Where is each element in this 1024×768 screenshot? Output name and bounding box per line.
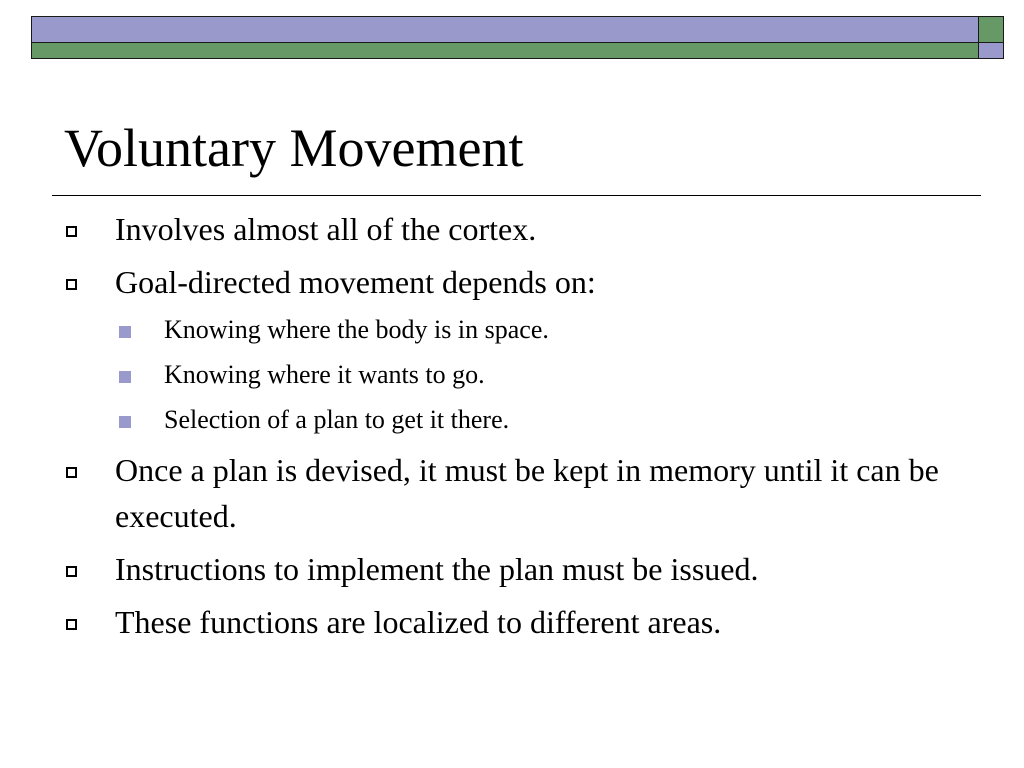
bullet-item	[0, 259, 1024, 305]
hollow-square-bullet-icon	[66, 566, 77, 577]
bullet-text: Involves almost all of the cortex.	[115, 211, 537, 247]
hollow-square-bullet-icon	[66, 226, 77, 237]
bullet-text: Instructions to implement the plan must be issued.	[115, 551, 759, 587]
slide-title: Voluntary Movement	[64, 118, 524, 178]
sub-bullet-item	[0, 312, 1024, 348]
sub-bullet-item	[0, 402, 1024, 438]
sub-bullet-text: Selection of a plan to get it there.	[164, 405, 510, 434]
bullet-list	[0, 206, 1024, 652]
hollow-square-bullet-icon	[66, 279, 77, 290]
filled-square-bullet-icon	[119, 371, 131, 383]
bullet-item	[0, 599, 1024, 645]
header-square-bottom	[978, 42, 1004, 59]
header-bar-bottom	[31, 42, 979, 59]
title-divider	[52, 195, 981, 196]
hollow-square-bullet-icon	[66, 619, 77, 630]
header-bar-top	[31, 16, 979, 43]
bullet-item	[0, 447, 1024, 539]
bullet-item	[0, 206, 1024, 252]
header-square-top	[978, 16, 1004, 43]
sub-bullet-text: Knowing where the body is in space.	[164, 315, 549, 344]
sub-bullet-text: Knowing where it wants to go.	[164, 360, 485, 389]
bullet-text: Goal-directed movement depends on:	[115, 264, 596, 300]
bullet-text: These functions are localized to different areas.	[115, 604, 722, 640]
filled-square-bullet-icon	[119, 326, 131, 338]
filled-square-bullet-icon	[119, 416, 131, 428]
bullet-text: Once a plan is devised, it must be kept in memory until it can be executed.	[115, 452, 939, 534]
sub-bullet-item	[0, 357, 1024, 393]
bullet-item	[0, 546, 1024, 592]
hollow-square-bullet-icon	[66, 467, 77, 478]
